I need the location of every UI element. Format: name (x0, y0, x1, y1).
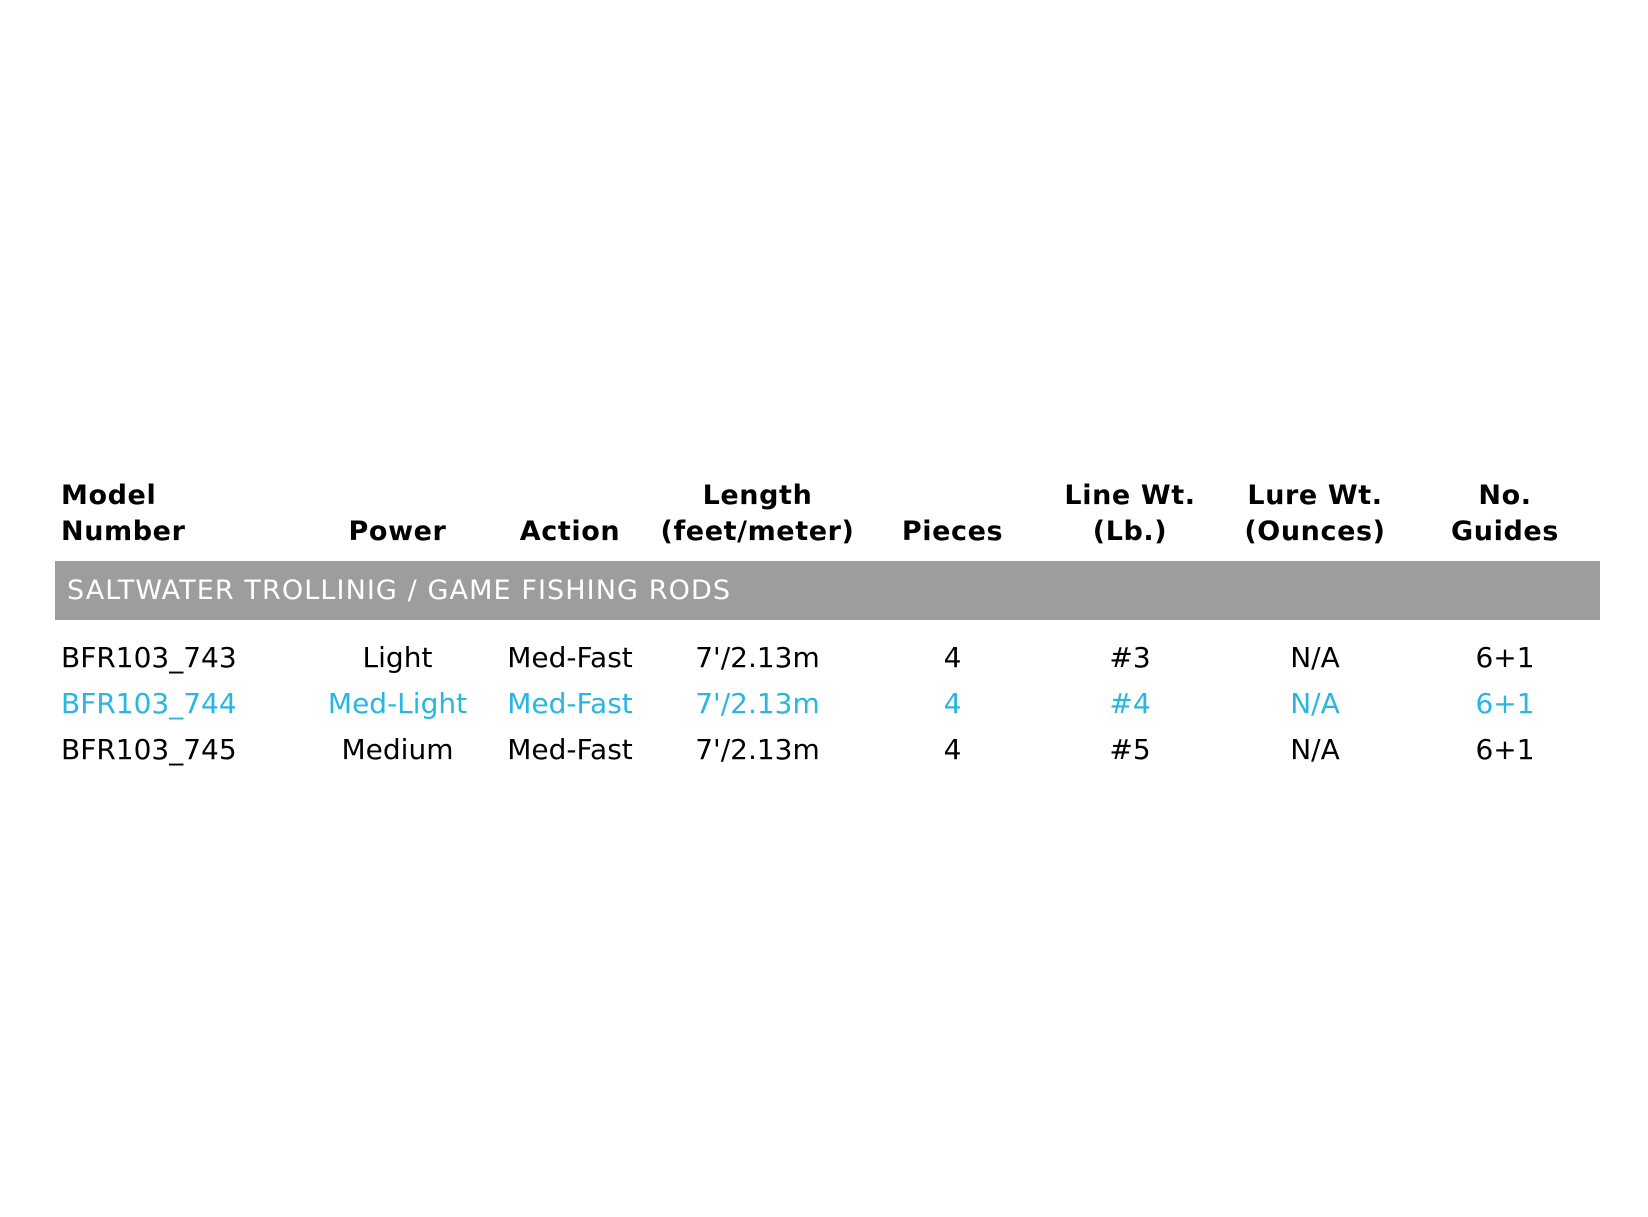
column-header-line: Length (702, 480, 813, 511)
column-header-line-wt (1040, 478, 1220, 561)
column-header-line: (Ounces) (1244, 515, 1386, 547)
column-header-length (650, 478, 865, 561)
column-header-line: Guides (1451, 515, 1559, 547)
column-header-line: (feet/meter) (660, 515, 855, 547)
cell-pieces: 4 (943, 687, 962, 721)
cell-pieces: 4 (943, 733, 962, 767)
column-header-action (490, 478, 650, 561)
column-header-line: Action (519, 515, 621, 547)
table-body (55, 620, 1600, 772)
table-header (55, 478, 1600, 561)
column-header-line: Line Wt. (1064, 480, 1196, 511)
column-header-model-number (55, 478, 305, 561)
table-section-header (55, 561, 1600, 620)
table-row[interactable] (55, 620, 1600, 680)
cell-action: Med-Fast (507, 687, 633, 721)
cell-action: Med-Fast (507, 641, 633, 675)
cell-model-number: BFR103_744 (61, 687, 237, 721)
section-banner-row (55, 561, 1600, 620)
cell-length: 7'/2.13m (695, 733, 820, 767)
rod-spec-table-container (55, 478, 1600, 772)
column-header-power (305, 478, 490, 561)
column-header-line: Lure Wt. (1247, 480, 1383, 511)
cell-pieces: 4 (943, 641, 962, 675)
cell-line-wt: #4 (1109, 687, 1151, 721)
column-header-line: No. (1478, 480, 1532, 511)
cell-model-number: BFR103_743 (61, 641, 237, 675)
cell-length: 7'/2.13m (695, 687, 820, 721)
cell-power: Medium (341, 733, 454, 767)
cell-line-wt: #5 (1109, 733, 1151, 767)
rod-spec-table (55, 478, 1600, 772)
column-header-line: Number (61, 515, 186, 547)
column-header-no-guides (1410, 478, 1600, 561)
cell-no-guides: 6+1 (1475, 641, 1535, 675)
cell-model-number: BFR103_745 (61, 733, 237, 767)
section-banner-label: SALTWATER TROLLINIG / GAME FISHING RODS (55, 561, 1600, 620)
cell-action: Med-Fast (507, 733, 633, 767)
column-header-pieces (865, 478, 1040, 561)
cell-lure-wt: N/A (1290, 733, 1340, 767)
cell-power: Light (362, 641, 433, 675)
column-header-line: (Lb.) (1092, 515, 1168, 547)
column-header-lure-wt (1220, 478, 1410, 561)
table-header-row (55, 478, 1600, 561)
column-header-line: Model (61, 480, 157, 511)
table-row[interactable] (55, 680, 1600, 726)
cell-lure-wt: N/A (1290, 687, 1340, 721)
cell-line-wt: #3 (1109, 641, 1151, 675)
cell-no-guides: 6+1 (1475, 687, 1535, 721)
cell-lure-wt: N/A (1290, 641, 1340, 675)
cell-no-guides: 6+1 (1475, 733, 1535, 767)
column-header-line: Pieces (901, 515, 1004, 547)
cell-power: Med-Light (327, 687, 468, 721)
column-header-line: Power (348, 515, 447, 547)
cell-length: 7'/2.13m (695, 641, 820, 675)
table-row[interactable] (55, 726, 1600, 772)
